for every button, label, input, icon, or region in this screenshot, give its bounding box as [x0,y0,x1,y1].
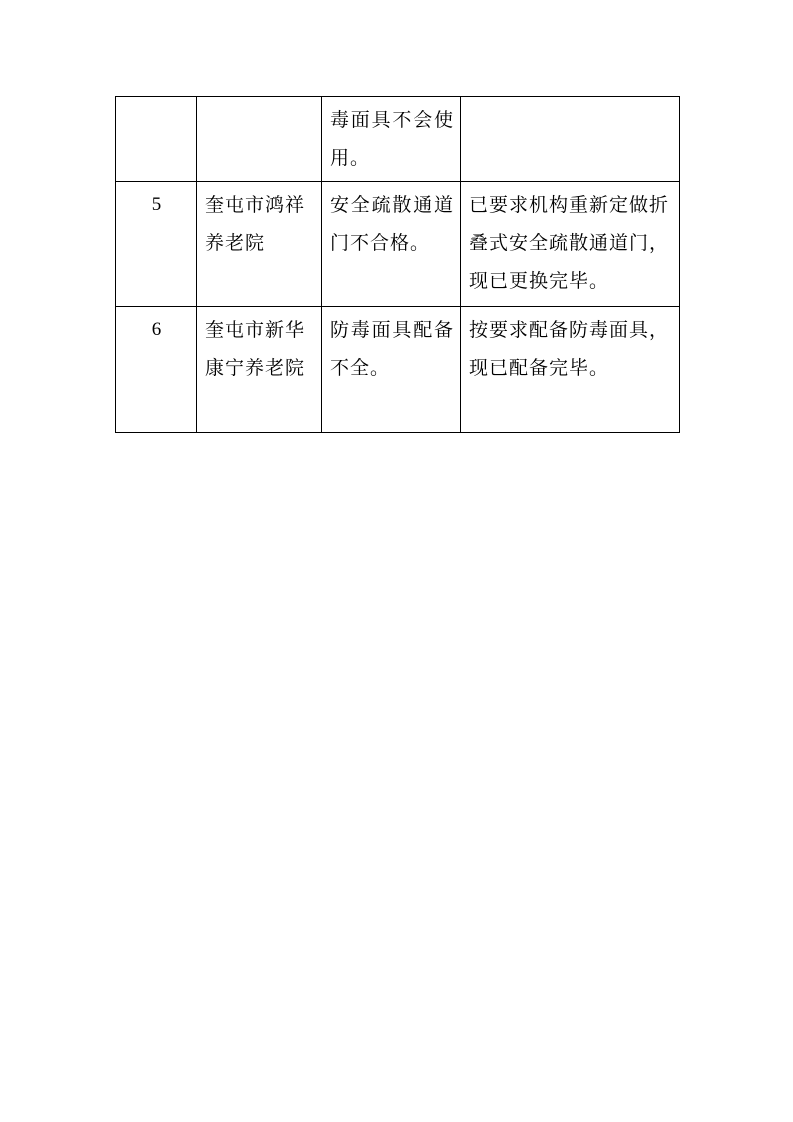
row-number: 6 [116,307,197,433]
problem-description: 毒面具不会使用。 [322,97,461,182]
rectification-table [115,96,680,433]
row-number [116,97,197,182]
row-number: 5 [116,182,197,307]
institution-name: 奎屯市鸿祥养老院 [197,182,322,307]
institution-name [197,97,322,182]
problem-description: 安全疏散通道门不合格。 [322,182,461,307]
rectification-measure [461,97,680,182]
table-row [116,307,680,433]
rectification-measure: 已要求机构重新定做折叠式安全疏散通道门，现已更换完毕。 [461,182,680,307]
institution-name: 奎屯市新华康宁养老院 [197,307,322,433]
rectification-measure: 按要求配备防毒面具，现已配备完毕。 [461,307,680,433]
table-row [116,97,680,182]
table-row [116,182,680,307]
problem-description: 防毒面具配备不全。 [322,307,461,433]
